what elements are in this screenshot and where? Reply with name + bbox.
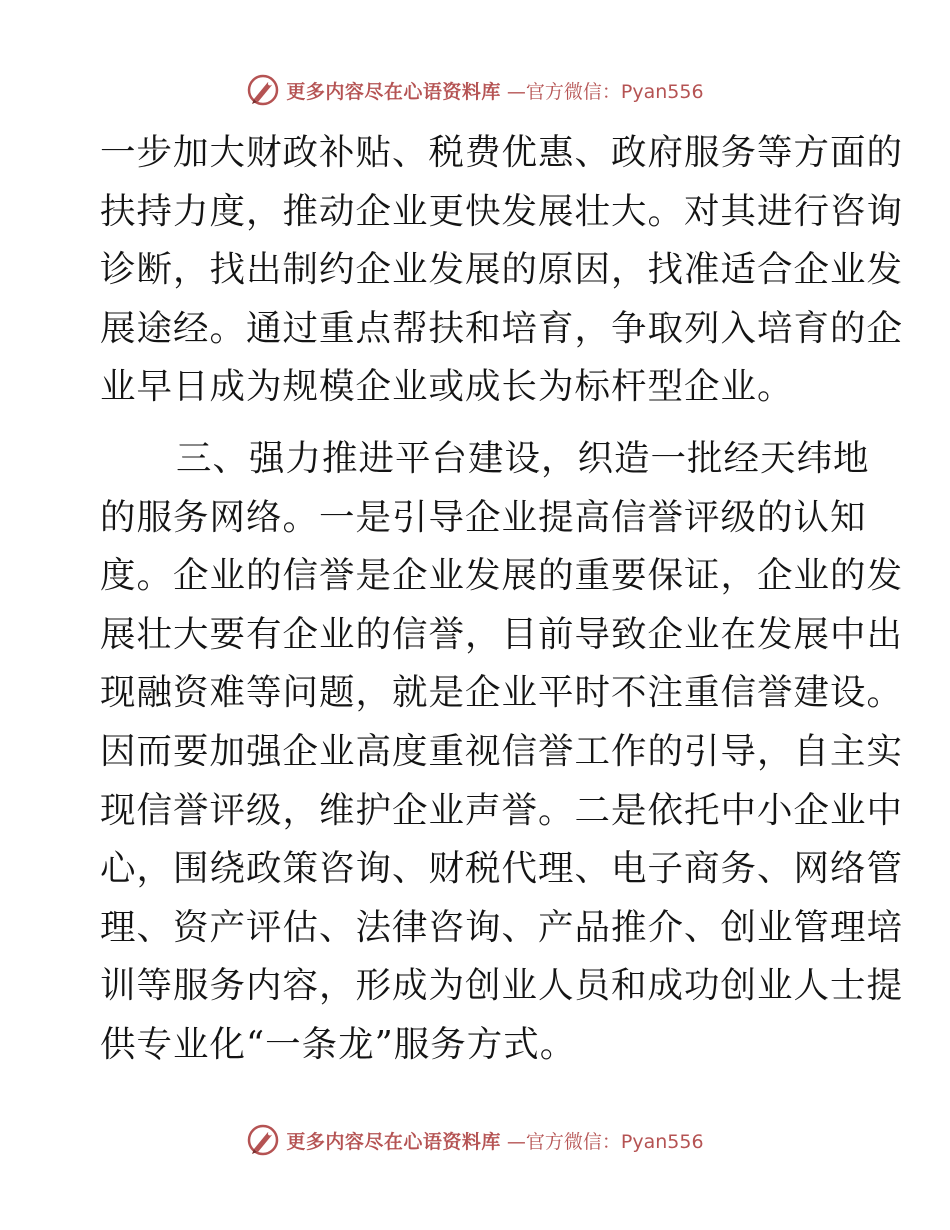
paragraph-line: 业早日成为规模企业或成长为标杆型企业。 xyxy=(100,366,794,408)
footer-banner xyxy=(0,1120,950,1160)
paragraph-line: 现融资难等问题，就是企业平时不注重信誉建设。 xyxy=(100,672,904,714)
footer-banner-title: 更多内容尽在心语资料库 xyxy=(286,1130,501,1153)
pen-logo-icon xyxy=(246,1123,280,1157)
paragraph-line: 展途经。通过重点帮扶和培育，争取列入培育的企 xyxy=(100,307,904,349)
paragraph-1 xyxy=(100,124,904,417)
paragraph-line: 度。企业的信誉是企业发展的重要保证，企业的发 xyxy=(100,555,904,597)
header-banner-title: 更多内容尽在心语资料库 xyxy=(286,80,501,103)
header-banner-wechat: —官方微信：Pyan556 xyxy=(506,80,704,103)
paragraph-line: 训等服务内容，形成为创业人员和成功创业人士提 xyxy=(100,965,904,1007)
paragraph-2 xyxy=(100,430,904,1075)
document-body xyxy=(100,124,904,1075)
header-banner xyxy=(0,70,950,110)
footer-banner-wechat: —官方微信：Pyan556 xyxy=(506,1130,704,1153)
paragraph-line: 现信誉评级，维护企业声誉。二是依托中小企业中 xyxy=(100,789,904,831)
paragraph-line: 理、资产评估、法律咨询、产品推介、创业管理培 xyxy=(100,906,904,948)
paragraph-line: 心，围绕政策咨询、财税代理、电子商务、网络管 xyxy=(100,848,904,890)
paragraph-line: 一步加大财政补贴、税费优惠、政府服务等方面的 xyxy=(100,132,904,173)
paragraph-line: 因而要加强企业高度重视信誉工作的引导，自主实 xyxy=(100,730,904,772)
paragraph-line: 扶持力度，推动企业更快发展壮大。对其进行咨询 xyxy=(100,190,904,232)
paragraph-line: 供专业化“一条龙”服务方式。 xyxy=(100,1023,577,1065)
paragraph-line: 的服务网络。一是引导企业提高信誉评级的认知 xyxy=(100,496,867,538)
paragraph-line: 展壮大要有企业的信誉，目前导致企业在发展中出 xyxy=(100,613,904,655)
paragraph-line: 诊断，找出制约企业发展的原因，找准适合企业发 xyxy=(100,249,904,291)
pen-logo-icon xyxy=(246,73,280,107)
paragraph-line: 三、强力推进平台建设，织造一批经天纬地 xyxy=(176,437,870,479)
